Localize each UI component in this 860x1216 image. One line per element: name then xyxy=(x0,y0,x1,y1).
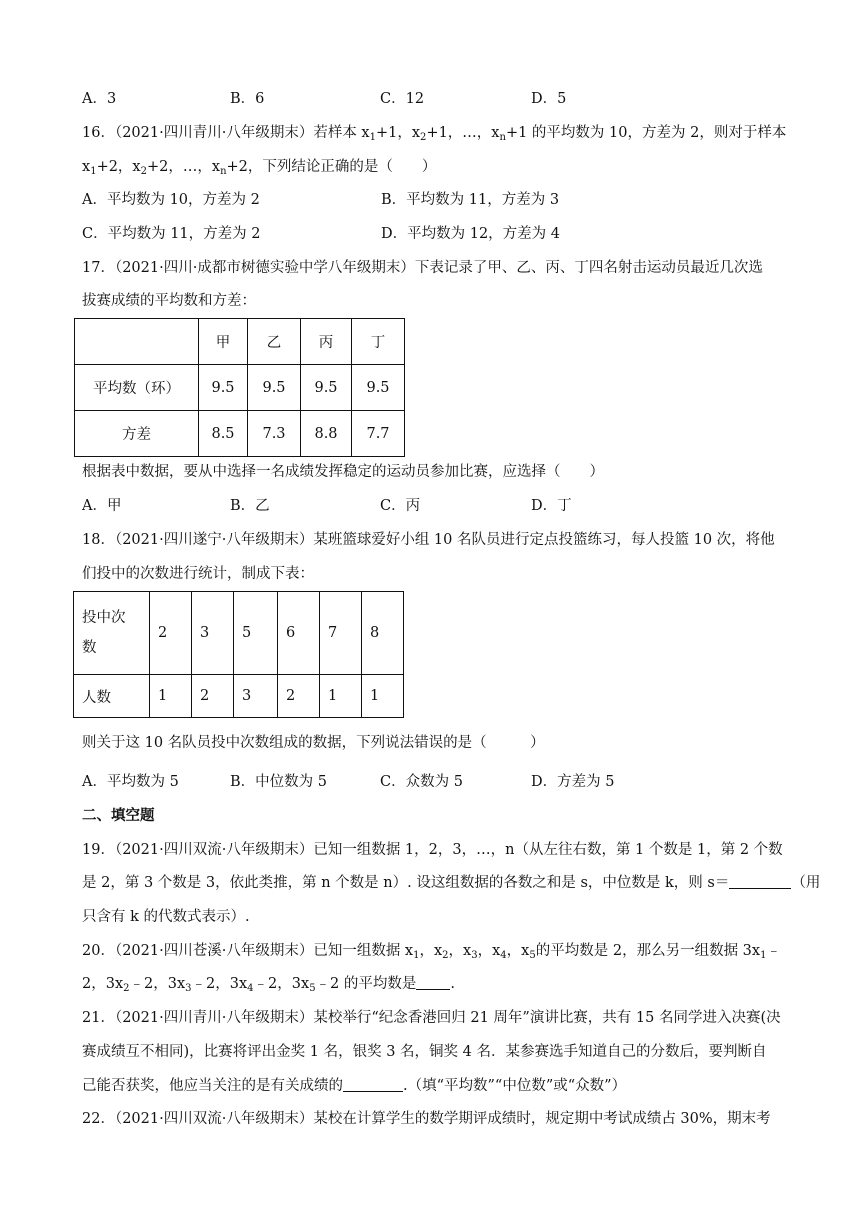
q15-option-a: A．3 xyxy=(82,91,117,107)
q16-stem-line2: $x_1+2$，$x_2+2$，…，$x_n+2$，下列结论正确的是（ ） xyxy=(82,159,437,177)
q19-stem-line2: 是 2，第 3 个数是 3，依此类推，第 n 个数是 n）. 设这组数据的各数之和是 s，中位数是 k，则 s＝ （用 xyxy=(82,875,821,891)
q20-answer-blank[interactable] xyxy=(416,974,450,990)
q19-stem-line1: 19．（2021·四川双流·八年级期末）已知一组数据 1，2，3，…，n（从左往右数，第 1 个数是 1，第 2 个数 xyxy=(82,842,783,858)
q17-stem-line2: 拔赛成绩的平均数和方差： xyxy=(82,293,256,309)
q17-question: 根据表中数据，要从中选择一名成绩发挥稳定的运动员参加比赛，应选择（ ） xyxy=(82,464,604,480)
q21-stem-line2: 赛成绩互不相同)，比赛将评出金奖 1 名，银奖 3 名，铜奖 4 名．某参赛选手知道自己的分数后，要判断自 xyxy=(82,1044,767,1060)
q21-stem-line1: 21．（2021·四川青川·八年级期末）某校举行“纪念香港回归 21 周年”演讲比赛，共有 15 名同学进入决赛(决 xyxy=(82,1010,781,1026)
q18-question: 则关于这 10 名队员投中次数组成的数据，下列说法错误的是（ ） xyxy=(82,735,545,751)
q18-stem-line1: 18．（2021·四川遂宁·八年级期末）某班篮球爱好小组 10 名队员进行定点投篮练习，每人投篮 10 次，将他 xyxy=(82,532,775,548)
q15-option-b: B．6 xyxy=(230,91,265,107)
q17-table xyxy=(74,318,405,457)
q20-stem-line1: 20．（2021·四川苍溪·八年级期末）已知一组数据 $x_1$，$x_2$，$x_3$，$x_4$，$x_5$的平均数是 2，那么另一组数据 $3x_1﹣$ xyxy=(82,943,781,961)
q16-option-b: B．平均数为 11，方差为 3 xyxy=(381,192,560,208)
q18-option-c: C．众数为 5 xyxy=(380,774,463,790)
q16-option-d: D．平均数为 12，方差为 4 xyxy=(381,226,561,242)
q15-option-c: C．12 xyxy=(380,91,425,107)
q16-stem-line1: 16．（2021·四川青川·八年级期末）若样本 $x_1+1$，$x_2+1$，…，$x_n+1$ 的平均数为 10，方差为 2，则对于样本 xyxy=(82,125,787,143)
q22-stem-line1: 22．（2021·四川双流·八年级期末）某校在计算学生的数学期评成绩时，规定期中考试成绩占 30%，期末考 xyxy=(82,1111,771,1127)
table-row: 平均数（环） 9.5 9.5 9.5 9.5 xyxy=(75,365,405,411)
q18-option-d: D．方差为 5 xyxy=(531,774,615,790)
q17-option-c: C．丙 xyxy=(380,498,421,514)
table-row: 甲 乙 丙 丁 xyxy=(75,319,405,365)
q19-answer-blank[interactable] xyxy=(729,873,791,889)
q17-option-b: B．乙 xyxy=(230,498,270,514)
q15-option-d: D．5 xyxy=(531,91,567,107)
q18-option-a: A．平均数为 5 xyxy=(82,774,179,790)
q18-option-b: B．中位数为 5 xyxy=(230,774,327,790)
section-heading: 二、填空题 xyxy=(82,807,155,824)
q17-option-a: A．甲 xyxy=(82,498,122,514)
q20-stem-line2: 2，$3x_2﹣2$，$3x_3﹣2$，$3x_4﹣2$，$3x_5﹣2$ 的平均数是 . xyxy=(82,976,456,994)
table-row: 方差 8.5 7.3 8.8 7.7 xyxy=(75,411,405,457)
q16-option-c: C．平均数为 11，方差为 2 xyxy=(82,226,261,242)
q21-answer-blank[interactable] xyxy=(343,1076,403,1092)
q19-stem-line3: 只含有 k 的代数式表示）. xyxy=(82,909,250,925)
q17-stem-line1: 17．（2021·四川·成都市树德实验中学八年级期末）下表记录了甲、乙、丙、丁四名射击运动员最近几次选 xyxy=(82,260,763,276)
q18-table xyxy=(73,591,404,718)
q17-option-d: D．丁 xyxy=(531,498,572,514)
table-row: 投中次 数 2 3 5 6 7 8 xyxy=(74,592,404,675)
q18-stem-line2: 们投中的次数进行统计，制成下表： xyxy=(82,566,314,582)
q21-stem-line3: 己能否获奖，他应当关注的是有关成绩的 .（填“平均数”“中位数”或“众数”） xyxy=(82,1078,627,1094)
q16-option-a: A．平均数为 10，方差为 2 xyxy=(82,192,260,208)
table-row: 人数 1 2 3 2 1 1 xyxy=(74,675,404,718)
